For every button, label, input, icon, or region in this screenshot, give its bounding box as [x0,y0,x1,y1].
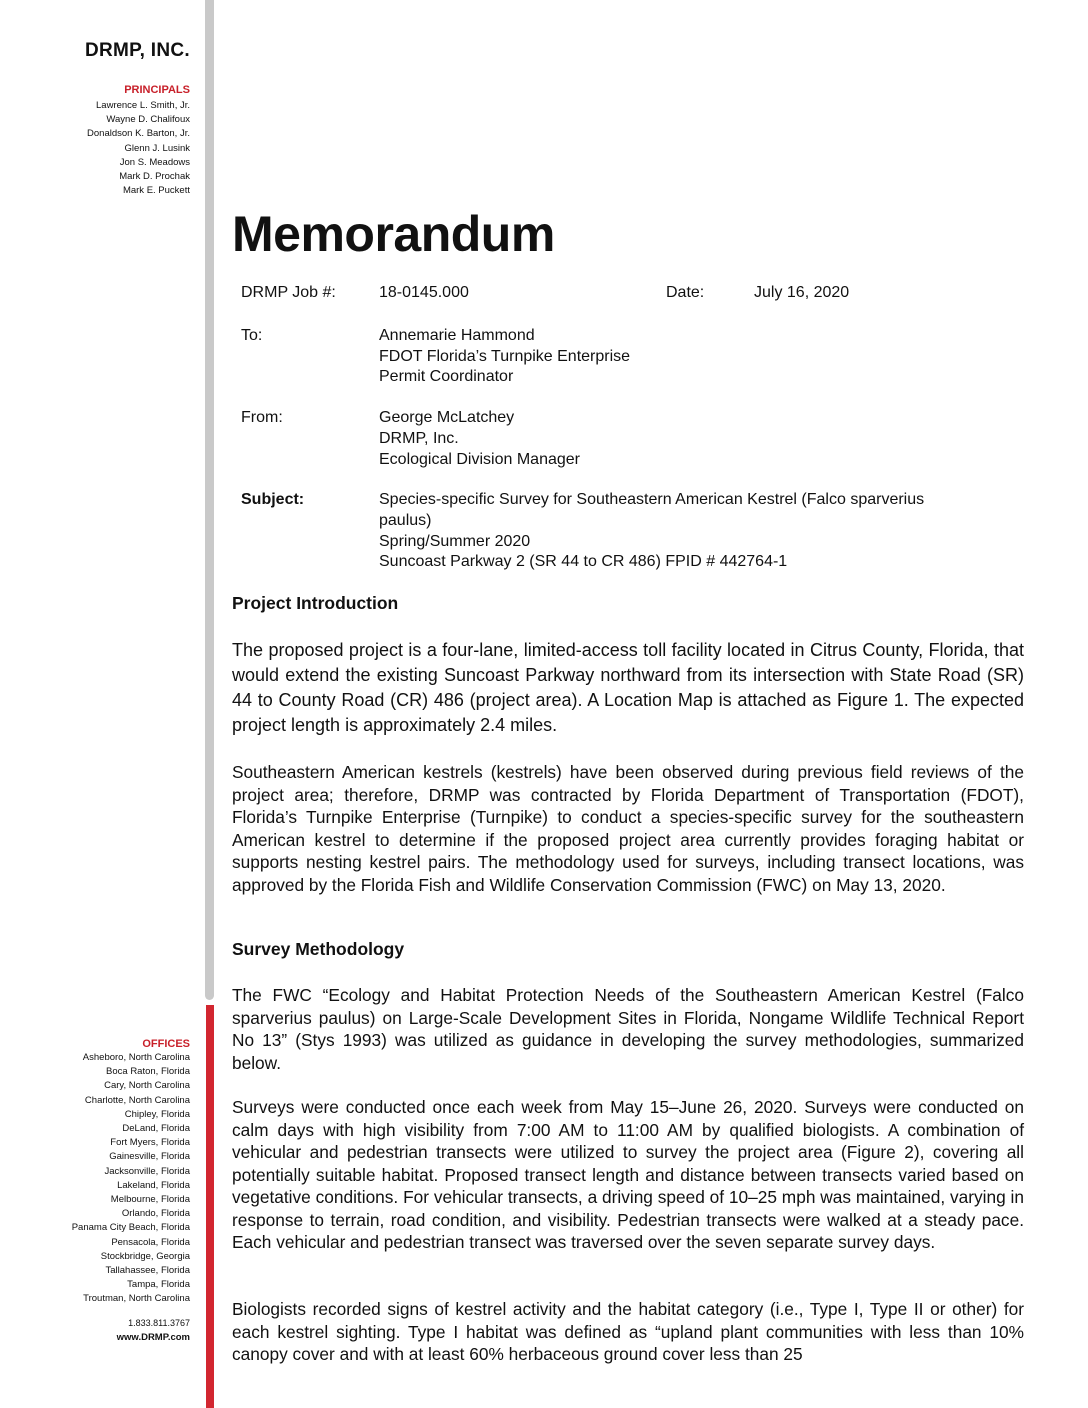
website-link[interactable]: www.DRMP.com [116,1332,190,1343]
office-location: Boca Raton, Florida [106,1066,190,1078]
office-location: Cary, North Carolina [104,1080,190,1092]
principals-heading: PRINCIPALS [124,84,190,96]
subject-line: Suncoast Parkway 2 (SR 44 to CR 486) FPID # 442764-1 [379,553,788,571]
job-row [241,283,1024,304]
date-label: Date: [666,284,705,301]
office-location: Jacksonville, Florida [104,1165,190,1177]
office-location: Melbourne, Florida [110,1194,190,1206]
principal-name: Mark E. Puckett [122,185,190,197]
principal-name: Wayne D. Chalifoux [106,114,190,126]
principal-name: Donaldson K. Barton, Jr. [87,128,190,140]
from-line: Ecological Division Manager [379,450,580,468]
job-value: 18-0145.000 [379,284,469,301]
office-location: Chipley, Florida [124,1108,190,1120]
from-label: From: [241,409,283,427]
memo-title: Memorandum [232,206,555,262]
to-line: Annemarie Hammond [379,327,535,344]
office-location: Panama City Beach, Florida [71,1222,190,1234]
phone-number: 1.833.811.3767 [128,1318,190,1328]
to-line: Permit Coordinator [379,368,514,386]
divider-rule-red [206,1005,214,1408]
office-location: Gainesville, Florida [109,1151,190,1163]
office-location: Charlotte, North Carolina [84,1094,190,1106]
memo-content [232,200,1024,1364]
to-row [241,326,1024,388]
office-location: Orlando, Florida [121,1208,190,1220]
paragraph: Southeastern American kestrels (kestrels) have been observed during previous field reviews of the project area; therefore, DRMP was contracted by Florida Department of Transportation (FDOT), Florida’s Turnpike Enterprise (Turnpike) to conduct a species-specific survey for the southeastern American kestrel to determine if the proposed project area currently provides foraging habitat or supports nesting kestrel pairs. The methodology used for surveys, including transect locations, was approved by the Florida Fish and Wildlife Conservation Commission (FWC) on May 13, 2020. [232,762,1024,895]
office-location: Stockbridge, Georgia [100,1250,190,1262]
section-heading-project-introduction: Project Introduction [232,593,399,613]
offices-list [72,1051,190,1307]
principals-list [87,99,190,198]
office-location: Asheboro, North Carolina [82,1052,190,1063]
paragraph: The proposed project is a four-lane, limited-access toll facility located in Citrus County, Florida, that would extend the existing Suncoast Parkway northward from its intersection with State Road (SR) 44 to County Road (CR) 486 (project area). A Location Map is attached as Figure 1. The expected project length is approximately 2.4 miles. [232,640,1024,735]
to-label: To: [241,327,263,344]
date-value: July 16, 2020 [754,284,850,301]
office-location: Pensacola, Florida [111,1236,190,1248]
principal-name: Jon S. Meadows [119,156,190,168]
subject-line: paulus) [379,511,432,529]
subject-line: Species-specific Survey for Southeastern American Kestrel (Falco sparverius [379,491,925,509]
company-name: DRMP, INC. [84,40,190,61]
office-location: Lakeland, Florida [117,1179,190,1191]
paragraph: Biologists recorded signs of kestrel activity and the habitat category (i.e., Type I, Type II or other) for each kestrel sighting. Type I habitat was defined as “upland plant communities with less than 10% canopy cover and with at least 60% herbaceous ground cover less than 25 [232,1299,1024,1364]
from-value [379,408,1024,470]
section-heading-survey-methodology: Survey Methodology [232,939,405,959]
from-line: George McLatchey [379,409,515,427]
letterhead-sidebar [0,0,190,1408]
principal-name: Glenn J. Lusink [124,142,190,154]
paragraph: Surveys were conducted once each week from May 15–June 26, 2020. Surveys were conducted on calm days with high visibility from 7:00 AM to 11:00 AM by qualified biologists. A combination of vehicular and pedestrian transects were utilized to survey the project area (Figure 2), covering all potentially suitable habitat. Proposed transect length and distance between transects varied based on vegetative conditions. For vehicular transects, a driving speed of 10–25 mph was maintained, varying in response to terrain, road condition, and visibility. Pedestrian transects were walked at a steady pace. Each vehicular and pedestrian transect was traversed over the seven separate survey days. [232,1097,1024,1252]
divider-rule-gray [205,0,214,1000]
subject-row [241,490,1024,573]
from-line: DRMP, Inc. [379,429,459,447]
subject-value [379,490,1024,573]
principal-name: Lawrence L. Smith, Jr. [96,100,190,111]
principal-name: Mark D. Prochak [119,171,190,183]
office-location: Troutman, North Carolina [83,1293,190,1305]
job-label: DRMP Job #: [241,284,336,301]
office-location: Tampa, Florida [127,1279,190,1291]
subject-line: Spring/Summer 2020 [379,532,531,550]
from-row [241,408,1024,470]
office-location: Fort Myers, Florida [110,1137,190,1149]
offices-heading: OFFICES [142,1038,190,1050]
memo-header [241,283,1024,573]
to-value [379,326,1024,388]
paragraph: The FWC “Ecology and Habitat Protection Needs of the Southeastern American Kestrel (Falco sparverius paulus) on Large-Scale Development Sites in Florida, Nongame Wildlife Technical Report No 13” (Stys 1993) was utilized as guidance in developing the survey methodologies, summarized below. [232,985,1024,1073]
subject-label: Subject: [241,491,305,509]
to-line: FDOT Florida’s Turnpike Enterprise [379,347,631,365]
office-location: DeLand, Florida [122,1123,190,1135]
office-location: Tallahassee, Florida [105,1265,190,1277]
